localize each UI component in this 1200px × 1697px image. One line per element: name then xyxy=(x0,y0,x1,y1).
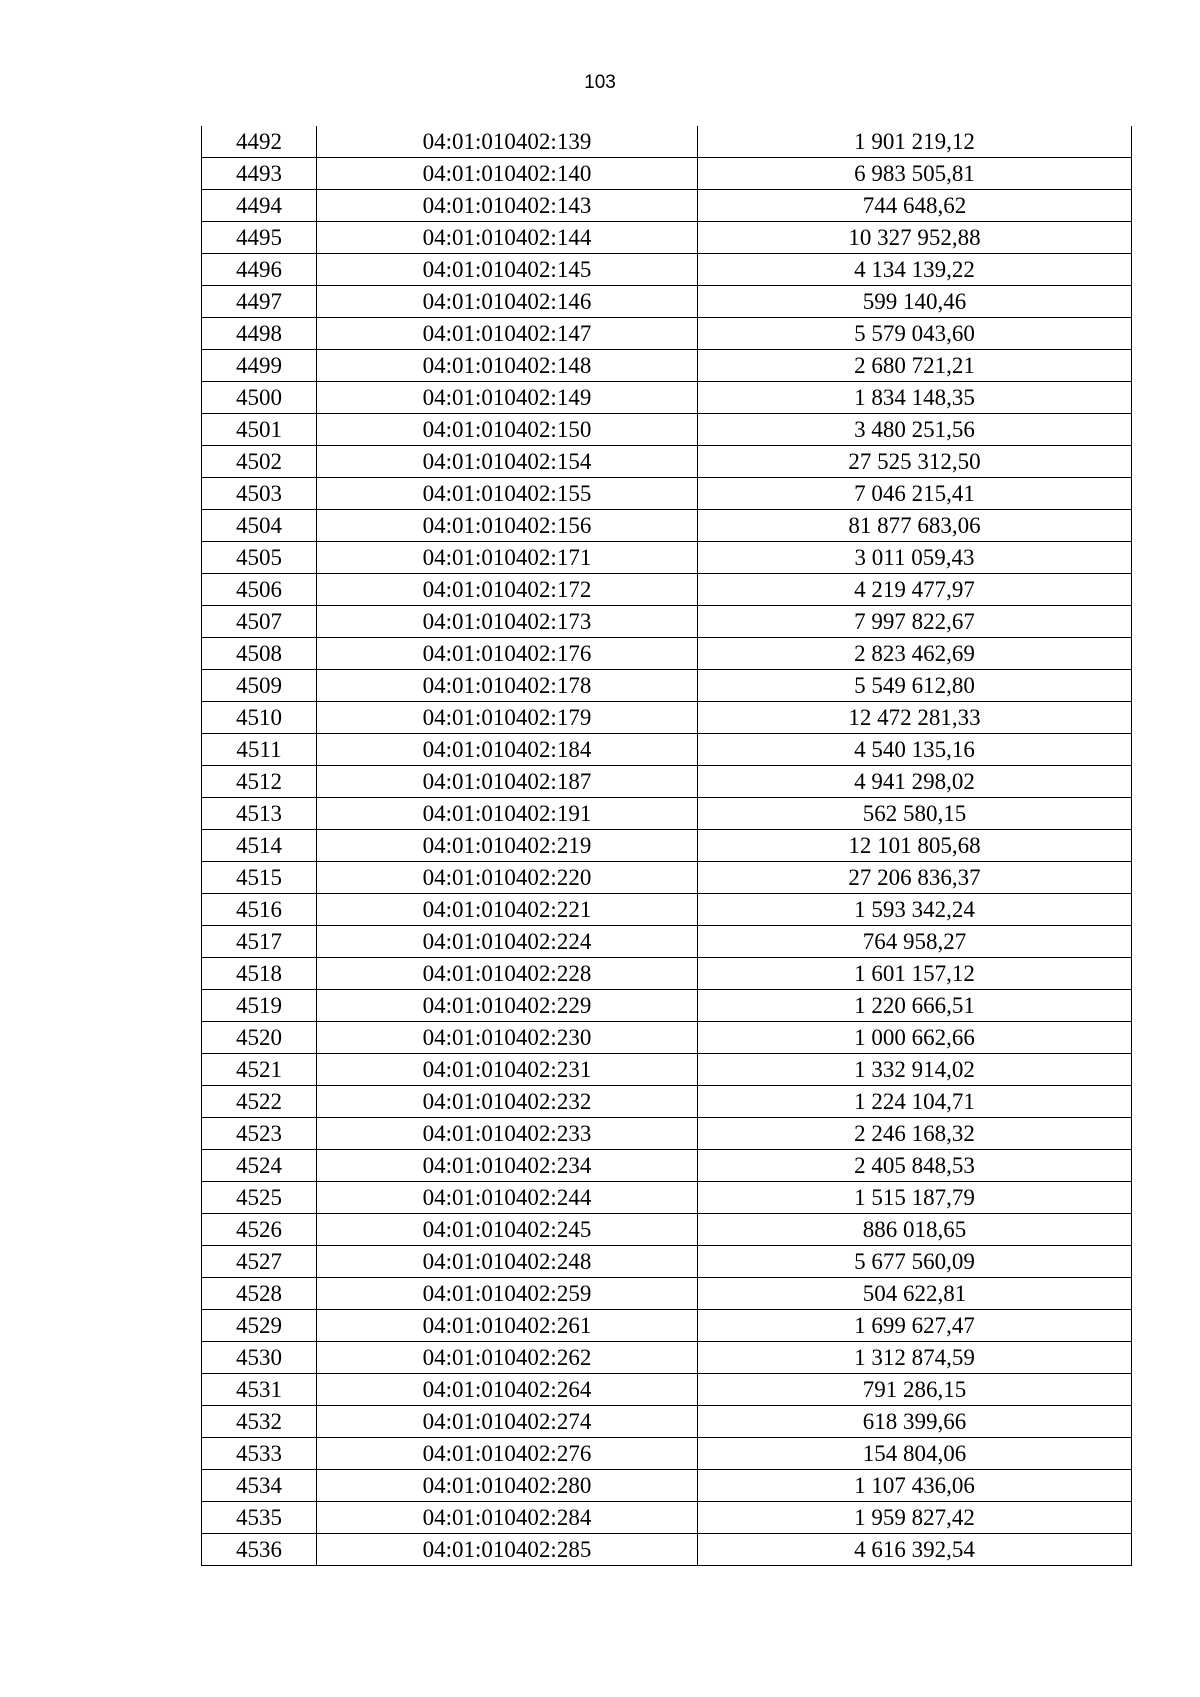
cadastral-value-cell: 1 107 436,06 xyxy=(698,1470,1132,1502)
table-row xyxy=(202,222,1132,254)
row-number-cell: 4524 xyxy=(202,1150,317,1182)
cadastral-number-cell: 04:01:010402:146 xyxy=(317,286,698,318)
table-row xyxy=(202,382,1132,414)
cadastral-value-cell: 4 219 477,97 xyxy=(698,574,1132,606)
cadastral-value-cell: 1 593 342,24 xyxy=(698,894,1132,926)
row-number-cell: 4510 xyxy=(202,702,317,734)
table-row xyxy=(202,1150,1132,1182)
table-row xyxy=(202,510,1132,542)
table-row xyxy=(202,958,1132,990)
cadastral-number-cell: 04:01:010402:233 xyxy=(317,1118,698,1150)
table-row xyxy=(202,1534,1132,1566)
cadastral-value-cell: 1 901 219,12 xyxy=(698,126,1132,158)
cadastral-value-cell: 1 699 627,47 xyxy=(698,1310,1132,1342)
cadastral-number-cell: 04:01:010402:139 xyxy=(317,126,698,158)
row-number-cell: 4512 xyxy=(202,766,317,798)
cadastral-value-cell: 4 540 135,16 xyxy=(698,734,1132,766)
cadastral-number-cell: 04:01:010402:228 xyxy=(317,958,698,990)
cadastral-number-cell: 04:01:010402:143 xyxy=(317,190,698,222)
cadastral-value-cell: 5 549 612,80 xyxy=(698,670,1132,702)
cadastral-number-cell: 04:01:010402:171 xyxy=(317,542,698,574)
table-row xyxy=(202,1118,1132,1150)
cadastral-number-cell: 04:01:010402:276 xyxy=(317,1438,698,1470)
cadastral-number-cell: 04:01:010402:262 xyxy=(317,1342,698,1374)
table-row xyxy=(202,190,1132,222)
cadastral-number-cell: 04:01:010402:264 xyxy=(317,1374,698,1406)
row-number-cell: 4513 xyxy=(202,798,317,830)
cadastral-number-cell: 04:01:010402:248 xyxy=(317,1246,698,1278)
table-row xyxy=(202,318,1132,350)
row-number-cell: 4507 xyxy=(202,606,317,638)
table-row xyxy=(202,574,1132,606)
row-number-cell: 4495 xyxy=(202,222,317,254)
cadastral-number-cell: 04:01:010402:148 xyxy=(317,350,698,382)
table-row xyxy=(202,478,1132,510)
row-number-cell: 4522 xyxy=(202,1086,317,1118)
cadastral-value-cell: 81 877 683,06 xyxy=(698,510,1132,542)
table-row xyxy=(202,1214,1132,1246)
cadastral-value-cell: 3 011 059,43 xyxy=(698,542,1132,574)
table-row xyxy=(202,158,1132,190)
cadastral-value-cell: 504 622,81 xyxy=(698,1278,1132,1310)
table-row xyxy=(202,1342,1132,1374)
cadastral-value-cell: 618 399,66 xyxy=(698,1406,1132,1438)
row-number-cell: 4492 xyxy=(202,126,317,158)
row-number-cell: 4498 xyxy=(202,318,317,350)
cadastral-value-cell: 2 680 721,21 xyxy=(698,350,1132,382)
cadastral-number-cell: 04:01:010402:221 xyxy=(317,894,698,926)
row-number-cell: 4529 xyxy=(202,1310,317,1342)
cadastral-number-cell: 04:01:010402:149 xyxy=(317,382,698,414)
row-number-cell: 4501 xyxy=(202,414,317,446)
row-number-cell: 4502 xyxy=(202,446,317,478)
table-row xyxy=(202,1406,1132,1438)
table-row xyxy=(202,542,1132,574)
cadastral-value-cell: 5 579 043,60 xyxy=(698,318,1132,350)
table-row xyxy=(202,1054,1132,1086)
table-row xyxy=(202,670,1132,702)
row-number-cell: 4526 xyxy=(202,1214,317,1246)
row-number-cell: 4506 xyxy=(202,574,317,606)
row-number-cell: 4508 xyxy=(202,638,317,670)
cadastral-value-cell: 2 405 848,53 xyxy=(698,1150,1132,1182)
table-row xyxy=(202,1310,1132,1342)
cadastral-number-cell: 04:01:010402:173 xyxy=(317,606,698,638)
table-row xyxy=(202,1022,1132,1054)
table-row xyxy=(202,862,1132,894)
table-row xyxy=(202,798,1132,830)
cadastral-value-cell: 5 677 560,09 xyxy=(698,1246,1132,1278)
cadastral-value-cell: 1 220 666,51 xyxy=(698,990,1132,1022)
row-number-cell: 4517 xyxy=(202,926,317,958)
cadastral-value-cell: 154 804,06 xyxy=(698,1438,1132,1470)
row-number-cell: 4511 xyxy=(202,734,317,766)
cadastral-value-cell: 2 246 168,32 xyxy=(698,1118,1132,1150)
row-number-cell: 4503 xyxy=(202,478,317,510)
cadastral-value-cell: 744 648,62 xyxy=(698,190,1132,222)
cadastral-number-cell: 04:01:010402:178 xyxy=(317,670,698,702)
cadastral-number-cell: 04:01:010402:230 xyxy=(317,1022,698,1054)
cadastral-number-cell: 04:01:010402:156 xyxy=(317,510,698,542)
cadastral-value-cell: 1 332 914,02 xyxy=(698,1054,1132,1086)
row-number-cell: 4533 xyxy=(202,1438,317,1470)
row-number-cell: 4523 xyxy=(202,1118,317,1150)
table-row xyxy=(202,414,1132,446)
cadastral-number-cell: 04:01:010402:232 xyxy=(317,1086,698,1118)
row-number-cell: 4531 xyxy=(202,1374,317,1406)
cadastral-number-cell: 04:01:010402:220 xyxy=(317,862,698,894)
cadastral-value-cell: 3 480 251,56 xyxy=(698,414,1132,446)
cadastral-value-cell: 1 515 187,79 xyxy=(698,1182,1132,1214)
row-number-cell: 4514 xyxy=(202,830,317,862)
cadastral-number-cell: 04:01:010402:150 xyxy=(317,414,698,446)
table-row xyxy=(202,286,1132,318)
table-row xyxy=(202,1182,1132,1214)
cadastral-value-cell: 791 286,15 xyxy=(698,1374,1132,1406)
table-row xyxy=(202,990,1132,1022)
table-row xyxy=(202,254,1132,286)
cadastral-value-cell: 764 958,27 xyxy=(698,926,1132,958)
table-row xyxy=(202,1086,1132,1118)
row-number-cell: 4504 xyxy=(202,510,317,542)
table-row xyxy=(202,734,1132,766)
cadastral-value-cell: 1 959 827,42 xyxy=(698,1502,1132,1534)
cadastral-value-cell: 1 601 157,12 xyxy=(698,958,1132,990)
table-row xyxy=(202,1246,1132,1278)
table-row xyxy=(202,1278,1132,1310)
row-number-cell: 4500 xyxy=(202,382,317,414)
cadastral-number-cell: 04:01:010402:234 xyxy=(317,1150,698,1182)
cadastral-value-cell: 12 472 281,33 xyxy=(698,702,1132,734)
cadastral-value-cell: 12 101 805,68 xyxy=(698,830,1132,862)
cadastral-value-cell: 886 018,65 xyxy=(698,1214,1132,1246)
row-number-cell: 4505 xyxy=(202,542,317,574)
cadastral-number-cell: 04:01:010402:187 xyxy=(317,766,698,798)
row-number-cell: 4528 xyxy=(202,1278,317,1310)
cadastral-value-cell: 27 525 312,50 xyxy=(698,446,1132,478)
cadastral-value-cell: 1 834 148,35 xyxy=(698,382,1132,414)
row-number-cell: 4494 xyxy=(202,190,317,222)
table-row xyxy=(202,766,1132,798)
row-number-cell: 4519 xyxy=(202,990,317,1022)
cadastral-value-cell: 4 616 392,54 xyxy=(698,1534,1132,1566)
cadastral-number-cell: 04:01:010402:140 xyxy=(317,158,698,190)
cadastral-value-cell: 562 580,15 xyxy=(698,798,1132,830)
cadastral-number-cell: 04:01:010402:284 xyxy=(317,1502,698,1534)
row-number-cell: 4493 xyxy=(202,158,317,190)
cadastral-value-cell: 4 134 139,22 xyxy=(698,254,1132,286)
cadastral-value-cell: 4 941 298,02 xyxy=(698,766,1132,798)
row-number-cell: 4497 xyxy=(202,286,317,318)
row-number-cell: 4515 xyxy=(202,862,317,894)
cadastral-number-cell: 04:01:010402:261 xyxy=(317,1310,698,1342)
row-number-cell: 4509 xyxy=(202,670,317,702)
cadastral-value-table xyxy=(201,126,1132,1566)
cadastral-value-cell: 27 206 836,37 xyxy=(698,862,1132,894)
row-number-cell: 4536 xyxy=(202,1534,317,1566)
cadastral-number-cell: 04:01:010402:229 xyxy=(317,990,698,1022)
cadastral-number-cell: 04:01:010402:179 xyxy=(317,702,698,734)
cadastral-value-cell: 6 983 505,81 xyxy=(698,158,1132,190)
row-number-cell: 4530 xyxy=(202,1342,317,1374)
row-number-cell: 4496 xyxy=(202,254,317,286)
cadastral-value-cell: 599 140,46 xyxy=(698,286,1132,318)
row-number-cell: 4518 xyxy=(202,958,317,990)
cadastral-number-cell: 04:01:010402:147 xyxy=(317,318,698,350)
cadastral-number-cell: 04:01:010402:244 xyxy=(317,1182,698,1214)
cadastral-number-cell: 04:01:010402:259 xyxy=(317,1278,698,1310)
table-row xyxy=(202,1470,1132,1502)
table-row xyxy=(202,350,1132,382)
cadastral-value-cell: 7 046 215,41 xyxy=(698,478,1132,510)
table-row xyxy=(202,1502,1132,1534)
cadastral-number-cell: 04:01:010402:145 xyxy=(317,254,698,286)
cadastral-number-cell: 04:01:010402:245 xyxy=(317,1214,698,1246)
cadastral-value-cell: 7 997 822,67 xyxy=(698,606,1132,638)
cadastral-value-cell: 1 224 104,71 xyxy=(698,1086,1132,1118)
cadastral-value-cell: 2 823 462,69 xyxy=(698,638,1132,670)
row-number-cell: 4532 xyxy=(202,1406,317,1438)
table-row xyxy=(202,446,1132,478)
cadastral-value-cell: 1 000 662,66 xyxy=(698,1022,1132,1054)
table-body xyxy=(202,126,1132,1566)
row-number-cell: 4527 xyxy=(202,1246,317,1278)
table-row xyxy=(202,926,1132,958)
cadastral-number-cell: 04:01:010402:224 xyxy=(317,926,698,958)
table-row xyxy=(202,1438,1132,1470)
row-number-cell: 4534 xyxy=(202,1470,317,1502)
cadastral-number-cell: 04:01:010402:219 xyxy=(317,830,698,862)
row-number-cell: 4535 xyxy=(202,1502,317,1534)
table-row xyxy=(202,702,1132,734)
cadastral-number-cell: 04:01:010402:280 xyxy=(317,1470,698,1502)
row-number-cell: 4525 xyxy=(202,1182,317,1214)
cadastral-number-cell: 04:01:010402:144 xyxy=(317,222,698,254)
table-row xyxy=(202,830,1132,862)
cadastral-number-cell: 04:01:010402:155 xyxy=(317,478,698,510)
cadastral-number-cell: 04:01:010402:176 xyxy=(317,638,698,670)
cadastral-number-cell: 04:01:010402:184 xyxy=(317,734,698,766)
cadastral-number-cell: 04:01:010402:231 xyxy=(317,1054,698,1086)
cadastral-value-cell: 10 327 952,88 xyxy=(698,222,1132,254)
table-row xyxy=(202,606,1132,638)
table-row xyxy=(202,894,1132,926)
page-number: 103 xyxy=(584,72,616,93)
table-row xyxy=(202,638,1132,670)
cadastral-number-cell: 04:01:010402:274 xyxy=(317,1406,698,1438)
row-number-cell: 4499 xyxy=(202,350,317,382)
row-number-cell: 4516 xyxy=(202,894,317,926)
table-row xyxy=(202,126,1132,158)
cadastral-number-cell: 04:01:010402:191 xyxy=(317,798,698,830)
cadastral-number-cell: 04:01:010402:154 xyxy=(317,446,698,478)
cadastral-number-cell: 04:01:010402:285 xyxy=(317,1534,698,1566)
table-row xyxy=(202,1374,1132,1406)
cadastral-number-cell: 04:01:010402:172 xyxy=(317,574,698,606)
row-number-cell: 4521 xyxy=(202,1054,317,1086)
cadastral-value-cell: 1 312 874,59 xyxy=(698,1342,1132,1374)
row-number-cell: 4520 xyxy=(202,1022,317,1054)
